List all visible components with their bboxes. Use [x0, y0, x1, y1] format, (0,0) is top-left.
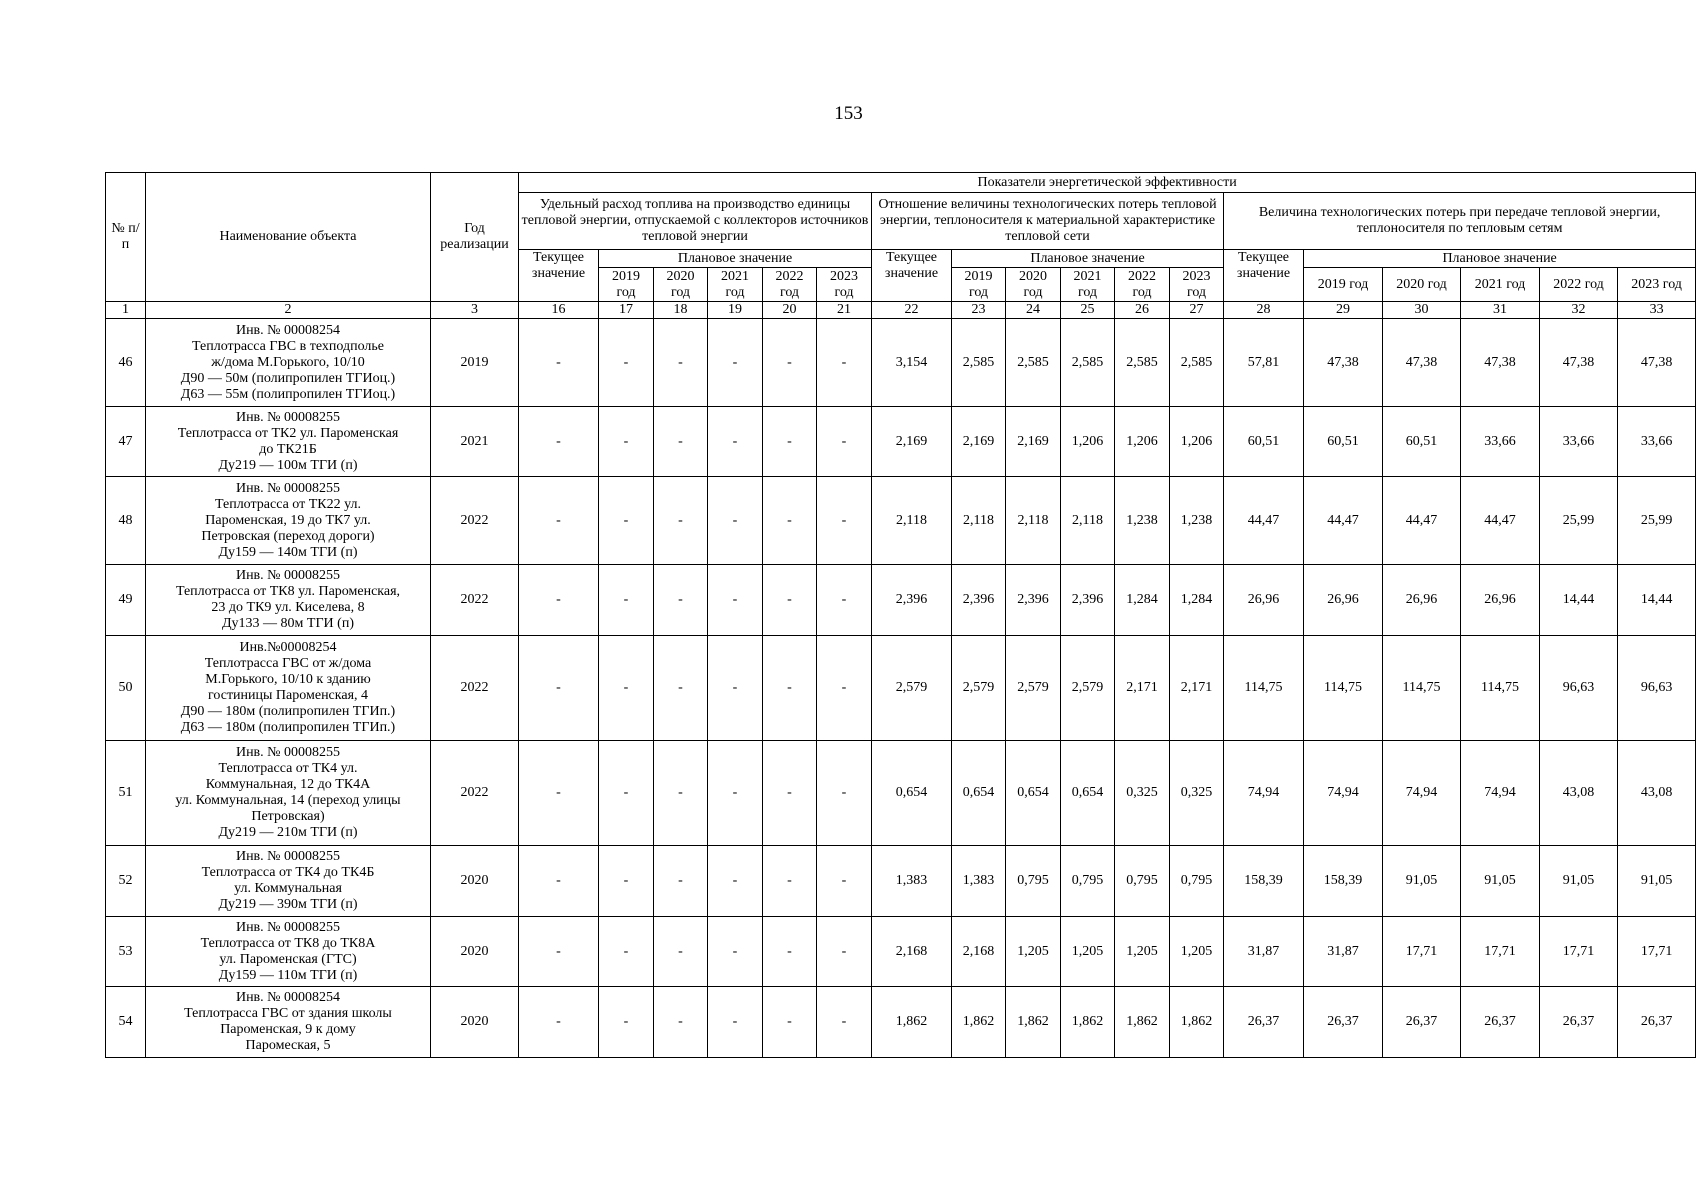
object-name-line: ул. Пароменская (ГТС)	[219, 951, 357, 967]
table-row	[106, 741, 1696, 846]
losses-value: 74,94	[1224, 741, 1304, 846]
column-number: 25	[1061, 302, 1115, 319]
efficiency-table	[105, 172, 1696, 1058]
losses-value: 26,37	[1618, 987, 1696, 1058]
object-name	[146, 319, 431, 407]
losses-value: 60,51	[1383, 407, 1461, 477]
ratio-value: 2,396	[952, 565, 1006, 636]
fuel-value: -	[654, 636, 708, 741]
header-year-fuel-3: 2022 год	[763, 268, 817, 302]
object-name-line: Паромеская, 5	[245, 1038, 331, 1053]
ratio-value: 0,325	[1170, 741, 1224, 846]
fuel-value: -	[763, 917, 817, 987]
fuel-value: -	[763, 636, 817, 741]
losses-value: 91,05	[1461, 846, 1540, 917]
header-year-ratio-3: 2022 год	[1115, 268, 1170, 302]
ratio-value: 2,169	[952, 407, 1006, 477]
fuel-value: -	[599, 636, 654, 741]
table-row	[106, 407, 1696, 477]
ratio-value: 1,206	[1061, 407, 1115, 477]
header-year-losses-1: 2020 год	[1383, 268, 1461, 302]
column-number: 26	[1115, 302, 1170, 319]
fuel-value: -	[519, 565, 599, 636]
losses-value: 47,38	[1461, 319, 1540, 407]
ratio-value: 2,585	[1006, 319, 1061, 407]
object-name-line: до ТК21Б	[259, 441, 317, 457]
row-number: 48	[106, 477, 146, 565]
losses-value: 47,38	[1383, 319, 1461, 407]
fuel-value: -	[654, 565, 708, 636]
losses-value: 26,96	[1224, 565, 1304, 636]
column-number: 31	[1461, 302, 1540, 319]
ratio-value: 1,862	[1006, 987, 1061, 1058]
losses-value: 74,94	[1304, 741, 1383, 846]
fuel-value: -	[519, 477, 599, 565]
header-year-fuel-1: 2020 год	[654, 268, 708, 302]
object-name	[146, 407, 431, 477]
fuel-value: -	[519, 741, 599, 846]
fuel-value: -	[817, 636, 872, 741]
fuel-value: -	[708, 319, 763, 407]
object-name-line: М.Горького, 10/10 к зданию	[205, 672, 371, 687]
ratio-value: 2,118	[1006, 477, 1061, 565]
header-planned-losses: Плановое значение	[1304, 250, 1696, 268]
implementation-year: 2022	[431, 565, 519, 636]
losses-value: 43,08	[1618, 741, 1696, 846]
fuel-value: -	[817, 846, 872, 917]
ratio-value: 1,383	[872, 846, 952, 917]
header-year-losses-4: 2023 год	[1618, 268, 1696, 302]
object-name-line: Инв. № 00008255	[235, 849, 341, 864]
ratio-value: 0,795	[1115, 846, 1170, 917]
losses-value: 60,51	[1224, 407, 1304, 477]
losses-value: 44,47	[1461, 477, 1540, 565]
losses-value: 44,47	[1224, 477, 1304, 565]
losses-value: 96,63	[1618, 636, 1696, 741]
fuel-value: -	[708, 565, 763, 636]
implementation-year: 2020	[431, 846, 519, 917]
losses-value: 26,96	[1383, 565, 1461, 636]
fuel-value: -	[599, 477, 654, 565]
fuel-value: -	[519, 846, 599, 917]
fuel-value: -	[599, 319, 654, 407]
ratio-value: 1,862	[1170, 987, 1224, 1058]
fuel-value: -	[763, 565, 817, 636]
header-year-ratio-0: 2019 год	[952, 268, 1006, 302]
object-name-line: 23 до ТК9 ул. Киселева, 8	[211, 600, 365, 615]
header-current-fuel: Текущее значение	[519, 250, 599, 302]
object-name	[146, 477, 431, 565]
table-row	[106, 477, 1696, 565]
ratio-value: 2,168	[872, 917, 952, 987]
header-current-ratio: Текущее значение	[872, 250, 952, 302]
object-name-line: Теплотрасса ГВС в техподполье	[192, 338, 384, 354]
losses-value: 33,66	[1540, 407, 1618, 477]
ratio-value: 2,396	[1061, 565, 1115, 636]
table-row	[106, 987, 1696, 1058]
row-number: 46	[106, 319, 146, 407]
table-row	[106, 917, 1696, 987]
implementation-year: 2022	[431, 741, 519, 846]
fuel-value: -	[817, 987, 872, 1058]
header-year-ratio-4: 2023 год	[1170, 268, 1224, 302]
table-row	[106, 319, 1696, 407]
object-name-line: Теплотрасса от ТК2 ул. Пароменская	[177, 425, 399, 441]
ratio-value: 1,284	[1115, 565, 1170, 636]
object-name-line: ул. Коммунальная	[234, 881, 342, 896]
object-name-line: Ду133 — 80м ТГИ (п)	[222, 616, 354, 631]
object-name	[146, 741, 431, 846]
fuel-value: -	[599, 565, 654, 636]
ratio-value: 2,396	[872, 565, 952, 636]
ratio-value: 2,579	[1006, 636, 1061, 741]
ratio-value: 1,206	[1170, 407, 1224, 477]
losses-value: 25,99	[1540, 477, 1618, 565]
object-name-line: Д63 — 55м (полипропилен ТГИоц.)	[180, 386, 396, 402]
row-number: 49	[106, 565, 146, 636]
ratio-value: 0,795	[1170, 846, 1224, 917]
losses-value: 47,38	[1304, 319, 1383, 407]
column-number: 33	[1618, 302, 1696, 319]
losses-value: 47,38	[1618, 319, 1696, 407]
object-name-line: Инв. № 00008255	[235, 480, 341, 496]
object-name-line: Пароменская, 9 к дому	[220, 1022, 356, 1037]
header-year-losses-2: 2021 год	[1461, 268, 1540, 302]
table-row	[106, 565, 1696, 636]
fuel-value: -	[817, 407, 872, 477]
ratio-value: 3,154	[872, 319, 952, 407]
fuel-value: -	[817, 319, 872, 407]
column-number: 27	[1170, 302, 1224, 319]
fuel-value: -	[817, 741, 872, 846]
ratio-value: 1,383	[952, 846, 1006, 917]
fuel-value: -	[763, 319, 817, 407]
fuel-value: -	[708, 917, 763, 987]
object-name-line: Инв. № 00008255	[235, 568, 341, 583]
ratio-value: 0,795	[1061, 846, 1115, 917]
ratio-value: 1,205	[1115, 917, 1170, 987]
object-name-line: Инв. № 00008255	[235, 409, 341, 425]
ratio-value: 1,205	[1170, 917, 1224, 987]
fuel-value: -	[654, 407, 708, 477]
header-current-losses: Текущее значение	[1224, 250, 1304, 302]
header-planned-fuel: Плановое значение	[599, 250, 872, 268]
losses-value: 31,87	[1304, 917, 1383, 987]
ratio-value: 0,654	[1006, 741, 1061, 846]
fuel-value: -	[763, 407, 817, 477]
object-name-line: ул. Коммунальная, 14 (переход улицы	[175, 793, 401, 808]
column-number: 18	[654, 302, 708, 319]
losses-value: 17,71	[1540, 917, 1618, 987]
fuel-value: -	[708, 407, 763, 477]
losses-value: 74,94	[1461, 741, 1540, 846]
fuel-value: -	[763, 477, 817, 565]
header-year-losses-3: 2022 год	[1540, 268, 1618, 302]
ratio-value: 2,585	[1170, 319, 1224, 407]
header-year-ratio-1: 2020 год	[1006, 268, 1061, 302]
column-number: 3	[431, 302, 519, 319]
losses-value: 26,37	[1304, 987, 1383, 1058]
losses-value: 17,71	[1618, 917, 1696, 987]
column-number: 21	[817, 302, 872, 319]
losses-value: 43,08	[1540, 741, 1618, 846]
losses-value: 26,37	[1540, 987, 1618, 1058]
ratio-value: 1,238	[1170, 477, 1224, 565]
object-name-line: Ду219 — 210м ТГИ (п)	[218, 825, 358, 840]
object-name-line: Инв. № 00008255	[235, 745, 341, 760]
header-group-losses: Величина технологических потерь при передаче тепловой энергии, теплоносителя по тепловым сетям	[1224, 193, 1696, 250]
object-name-line: Д90 — 180м (полипропилен ТГИп.)	[180, 704, 396, 719]
object-name-line: Коммунальная, 12 до ТК4А	[205, 777, 371, 792]
losses-value: 17,71	[1383, 917, 1461, 987]
losses-value: 26,96	[1304, 565, 1383, 636]
ratio-value: 0,654	[1061, 741, 1115, 846]
ratio-value: 0,795	[1006, 846, 1061, 917]
implementation-year: 2020	[431, 987, 519, 1058]
ratio-value: 0,325	[1115, 741, 1170, 846]
ratio-value: 0,654	[952, 741, 1006, 846]
column-number: 20	[763, 302, 817, 319]
object-name-line: Инв. № 00008255	[235, 919, 341, 935]
ratio-value: 1,205	[1061, 917, 1115, 987]
column-number: 29	[1304, 302, 1383, 319]
losses-value: 57,81	[1224, 319, 1304, 407]
ratio-value: 2,168	[952, 917, 1006, 987]
object-name-line: Теплотрасса ГВС от ж/дома	[204, 656, 372, 671]
object-name-line: ж/дома М.Горького, 10/10	[211, 354, 365, 370]
ratio-value: 2,579	[872, 636, 952, 741]
column-number: 30	[1383, 302, 1461, 319]
table-row	[106, 846, 1696, 917]
ratio-value: 1,284	[1170, 565, 1224, 636]
object-name-line: Инв. № 00008254	[235, 990, 341, 1005]
losses-value: 47,38	[1540, 319, 1618, 407]
object-name-line: Ду159 — 140м ТГИ (п)	[218, 544, 358, 560]
column-number: 19	[708, 302, 763, 319]
header-group-ratio: Отношение величины технологических потерь тепловой энергии, теплоносителя к материальной характеристике тепловой сети	[872, 193, 1224, 250]
fuel-value: -	[519, 917, 599, 987]
header-year: Год реализации	[431, 173, 519, 302]
losses-value: 114,75	[1461, 636, 1540, 741]
fuel-value: -	[599, 917, 654, 987]
column-number: 17	[599, 302, 654, 319]
ratio-value: 2,585	[952, 319, 1006, 407]
header-efficiency: Показатели энергетической эффективности	[519, 173, 1696, 193]
fuel-value: -	[599, 407, 654, 477]
fuel-value: -	[519, 319, 599, 407]
ratio-value: 2,118	[872, 477, 952, 565]
object-name	[146, 846, 431, 917]
object-name	[146, 917, 431, 987]
fuel-value: -	[599, 987, 654, 1058]
fuel-value: -	[817, 565, 872, 636]
losses-value: 114,75	[1304, 636, 1383, 741]
ratio-value: 2,579	[952, 636, 1006, 741]
column-number: 24	[1006, 302, 1061, 319]
fuel-value: -	[519, 987, 599, 1058]
implementation-year: 2019	[431, 319, 519, 407]
ratio-value: 2,169	[872, 407, 952, 477]
object-name-line: Теплотрасса ГВС от здания школы	[184, 1006, 392, 1021]
losses-value: 74,94	[1383, 741, 1461, 846]
losses-value: 91,05	[1383, 846, 1461, 917]
fuel-value: -	[708, 741, 763, 846]
fuel-value: -	[763, 741, 817, 846]
implementation-year: 2021	[431, 407, 519, 477]
ratio-value: 1,862	[1061, 987, 1115, 1058]
losses-value: 33,66	[1461, 407, 1540, 477]
ratio-value: 2,169	[1006, 407, 1061, 477]
object-name-line: Теплотрасса от ТК4 ул.	[218, 761, 358, 776]
object-name-line: Петровская)	[251, 809, 325, 824]
header-group-fuel: Удельный расход топлива на производство единицы тепловой энергии, отпускаемой с коллекторов источников тепловой энергии	[519, 193, 872, 250]
row-number: 47	[106, 407, 146, 477]
object-name-line: Ду219 — 390м ТГИ (п)	[218, 897, 358, 912]
losses-value: 26,37	[1461, 987, 1540, 1058]
losses-value: 158,39	[1224, 846, 1304, 917]
fuel-value: -	[708, 987, 763, 1058]
object-name-line: Теплотрасса от ТК22 ул.	[214, 496, 362, 512]
ratio-value: 0,654	[872, 741, 952, 846]
fuel-value: -	[708, 846, 763, 917]
implementation-year: 2022	[431, 636, 519, 741]
fuel-value: -	[763, 987, 817, 1058]
ratio-value: 2,118	[1061, 477, 1115, 565]
losses-value: 44,47	[1304, 477, 1383, 565]
header-name: Наименование объекта	[146, 173, 431, 302]
fuel-value: -	[599, 741, 654, 846]
fuel-value: -	[599, 846, 654, 917]
losses-value: 17,71	[1461, 917, 1540, 987]
ratio-value: 2,118	[952, 477, 1006, 565]
fuel-value: -	[654, 846, 708, 917]
fuel-value: -	[763, 846, 817, 917]
implementation-year: 2022	[431, 477, 519, 565]
object-name-line: Ду219 — 100м ТГИ (п)	[218, 457, 358, 473]
ratio-value: 2,171	[1115, 636, 1170, 741]
table-row	[106, 636, 1696, 741]
header-year-fuel-4: 2023 год	[817, 268, 872, 302]
losses-value: 114,75	[1224, 636, 1304, 741]
object-name-line: Д63 — 180м (полипропилен ТГИп.)	[180, 720, 396, 735]
losses-value: 26,96	[1461, 565, 1540, 636]
column-number: 2	[146, 302, 431, 319]
fuel-value: -	[519, 636, 599, 741]
losses-value: 26,37	[1383, 987, 1461, 1058]
fuel-value: -	[654, 319, 708, 407]
fuel-value: -	[654, 477, 708, 565]
ratio-value: 2,585	[1115, 319, 1170, 407]
object-name-line: Пароменская, 19 до ТК7 ул.	[205, 512, 371, 528]
header-year-fuel-2: 2021 год	[708, 268, 763, 302]
row-number: 50	[106, 636, 146, 741]
losses-value: 14,44	[1618, 565, 1696, 636]
fuel-value: -	[654, 917, 708, 987]
fuel-value: -	[519, 407, 599, 477]
ratio-value: 1,862	[872, 987, 952, 1058]
object-name	[146, 565, 431, 636]
header-year-fuel-0: 2019 год	[599, 268, 654, 302]
fuel-value: -	[708, 636, 763, 741]
losses-value: 96,63	[1540, 636, 1618, 741]
ratio-value: 1,238	[1115, 477, 1170, 565]
object-name	[146, 636, 431, 741]
ratio-value: 2,585	[1061, 319, 1115, 407]
page-number: 153	[834, 103, 863, 124]
object-name	[146, 987, 431, 1058]
row-number: 52	[106, 846, 146, 917]
object-name-line: Ду159 — 110м ТГИ (п)	[218, 967, 358, 983]
object-name-line: Инв. № 00008254	[235, 322, 341, 338]
object-name-line: Петровская (переход дороги)	[201, 528, 375, 544]
losses-value: 91,05	[1540, 846, 1618, 917]
fuel-value: -	[817, 917, 872, 987]
ratio-value: 2,579	[1061, 636, 1115, 741]
losses-value: 26,37	[1224, 987, 1304, 1058]
row-number: 51	[106, 741, 146, 846]
object-name-line: Д90 — 50м (полипропилен ТГИоц.)	[180, 370, 396, 386]
losses-value: 91,05	[1618, 846, 1696, 917]
column-number: 32	[1540, 302, 1618, 319]
losses-value: 158,39	[1304, 846, 1383, 917]
header-no: № п/п	[106, 173, 146, 302]
implementation-year: 2020	[431, 917, 519, 987]
object-name-line: Теплотрасса от ТК4 до ТК4Б	[201, 865, 375, 880]
object-name-line: Теплотрасса от ТК8 до ТК8А	[200, 935, 376, 951]
ratio-value: 1,206	[1115, 407, 1170, 477]
ratio-value: 1,862	[1115, 987, 1170, 1058]
losses-value: 44,47	[1383, 477, 1461, 565]
ratio-value: 2,171	[1170, 636, 1224, 741]
column-number: 16	[519, 302, 599, 319]
header-year-losses-0: 2019 год	[1304, 268, 1383, 302]
column-number: 23	[952, 302, 1006, 319]
object-name-line: гостиницы Пароменская, 4	[207, 688, 369, 703]
losses-value: 60,51	[1304, 407, 1383, 477]
losses-value: 25,99	[1618, 477, 1696, 565]
fuel-value: -	[654, 987, 708, 1058]
losses-value: 31,87	[1224, 917, 1304, 987]
ratio-value: 1,205	[1006, 917, 1061, 987]
losses-value: 14,44	[1540, 565, 1618, 636]
fuel-value: -	[708, 477, 763, 565]
column-number: 1	[106, 302, 146, 319]
object-name-line: Инв.№00008254	[239, 640, 337, 655]
header-year-ratio-2: 2021 год	[1061, 268, 1115, 302]
header-planned-ratio: Плановое значение	[952, 250, 1224, 268]
losses-value: 114,75	[1383, 636, 1461, 741]
ratio-value: 1,862	[952, 987, 1006, 1058]
row-number: 54	[106, 987, 146, 1058]
fuel-value: -	[817, 477, 872, 565]
losses-value: 33,66	[1618, 407, 1696, 477]
column-number: 28	[1224, 302, 1304, 319]
object-name-line: Теплотрасса от ТК8 ул. Пароменская,	[175, 584, 401, 599]
column-number: 22	[872, 302, 952, 319]
row-number: 53	[106, 917, 146, 987]
ratio-value: 2,396	[1006, 565, 1061, 636]
fuel-value: -	[654, 741, 708, 846]
